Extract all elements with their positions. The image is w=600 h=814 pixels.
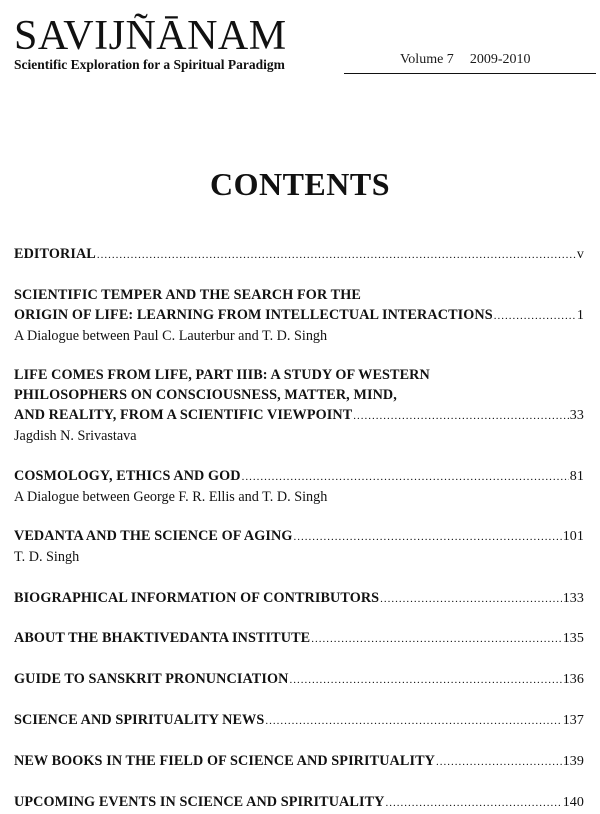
toc-entry-title-line bbox=[14, 669, 584, 690]
toc-entry-title: EDITORIAL bbox=[14, 246, 96, 262]
volume-number: Volume 7 bbox=[400, 52, 454, 67]
toc-entry-page: 137 bbox=[562, 713, 584, 728]
toc-entry-page: 81 bbox=[569, 469, 584, 484]
toc-entry-title-line: LIFE COMES FROM LIFE, PART IIIB: A STUDY OF WESTERN bbox=[14, 367, 430, 383]
toc-entry-news[interactable] bbox=[14, 710, 584, 731]
toc-entry-title-line bbox=[14, 244, 584, 265]
toc-entry-title-line bbox=[14, 628, 584, 649]
toc-entry-title: ORIGIN OF LIFE: LEARNING FROM INTELLECTUAL INTERACTIONS bbox=[14, 307, 493, 323]
toc-entry-title: UPCOMING EVENTS IN SCIENCE AND SPIRITUALITY bbox=[14, 794, 385, 810]
dot-leader bbox=[265, 711, 561, 731]
toc-entry-title-line bbox=[14, 466, 584, 487]
toc-entry-page: 140 bbox=[562, 795, 584, 810]
toc-entry-title: BIOGRAPHICAL INFORMATION OF CONTRIBUTORS bbox=[14, 590, 380, 606]
toc-entry-title: SCIENCE AND SPIRITUALITY NEWS bbox=[14, 712, 265, 728]
toc-entry-sanskrit[interactable] bbox=[14, 669, 584, 690]
toc-entry-title-line: SCIENTIFIC TEMPER AND THE SEARCH FOR THE bbox=[14, 287, 361, 303]
toc-entry-title: NEW BOOKS IN THE FIELD OF SCIENCE AND SPIRITUALITY bbox=[14, 753, 436, 769]
dot-leader bbox=[380, 589, 562, 609]
toc-entry-biographical[interactable] bbox=[14, 588, 584, 609]
toc-entry-title-line bbox=[14, 305, 584, 326]
toc-entry-title: ABOUT THE BHAKTIVEDANTA INSTITUTE bbox=[14, 630, 311, 646]
toc-entry-author: T. D. Singh bbox=[14, 549, 80, 565]
dot-leader bbox=[385, 793, 561, 813]
toc-entry-author: A Dialogue between George F. R. Ellis and T. D. Singh bbox=[14, 489, 328, 505]
dot-leader bbox=[436, 752, 562, 772]
dot-leader bbox=[242, 467, 569, 487]
toc-entry-page: 101 bbox=[562, 529, 584, 544]
toc-entry-title-line bbox=[14, 405, 584, 426]
contents-heading: CONTENTS bbox=[209, 166, 391, 202]
dot-leader bbox=[289, 670, 561, 690]
toc-entry-title-line: PHILOSOPHERS ON CONSCIOUSNESS, MATTER, MIND, bbox=[14, 387, 397, 403]
toc-entry-page: 133 bbox=[562, 591, 584, 606]
toc-entry-author: Jagdish N. Srivastava bbox=[14, 428, 137, 444]
dot-leader bbox=[353, 406, 569, 426]
journal-subtitle: Scientific Exploration for a Spiritual Paradigm bbox=[14, 57, 285, 72]
toc-entry-title: AND REALITY, FROM A SCIENTIFIC VIEWPOINT bbox=[14, 407, 353, 423]
dot-leader bbox=[293, 527, 561, 547]
toc-entry-title-line bbox=[14, 751, 584, 772]
toc-entry-title: VEDANTA AND THE SCIENCE OF AGING bbox=[14, 528, 293, 544]
toc-entry-editorial[interactable] bbox=[14, 244, 584, 265]
volume-years: 2009-2010 bbox=[469, 52, 531, 67]
toc-entry-vedanta[interactable] bbox=[14, 526, 584, 567]
toc-entry-title-line bbox=[14, 710, 584, 731]
toc-entry-page: v bbox=[576, 247, 584, 262]
toc-entry-scientific-temper[interactable] bbox=[14, 285, 584, 346]
toc-entry-title: GUIDE TO SANSKRIT PRONUNCIATION bbox=[14, 671, 289, 687]
toc-entry-page: 1 bbox=[576, 308, 584, 323]
toc-entry-new-books[interactable] bbox=[14, 751, 584, 772]
toc-entry-title-line bbox=[14, 792, 584, 813]
toc-entry-cosmology[interactable] bbox=[14, 466, 584, 507]
toc-entry-life-comes-from-life[interactable] bbox=[14, 365, 584, 446]
toc-entry-author: A Dialogue between Paul C. Lauterbur and T. D. Singh bbox=[14, 328, 328, 344]
toc-entry-bhaktivedanta[interactable] bbox=[14, 628, 584, 649]
journal-title: SAVIJÑĀNAM bbox=[14, 13, 287, 59]
toc-entry-page: 135 bbox=[562, 631, 584, 646]
toc-entry-title-line bbox=[14, 588, 584, 609]
toc-entry-upcoming-events[interactable] bbox=[14, 792, 584, 813]
volume-line bbox=[344, 52, 596, 74]
dot-leader bbox=[97, 245, 576, 265]
toc-entry-page: 33 bbox=[569, 408, 584, 423]
toc-entry-page: 136 bbox=[562, 672, 584, 687]
toc-entry-title: COSMOLOGY, ETHICS AND GOD bbox=[14, 468, 241, 484]
toc-entry-page: 139 bbox=[562, 754, 584, 769]
toc-entry-title-line bbox=[14, 526, 584, 547]
dot-leader bbox=[311, 629, 561, 649]
dot-leader bbox=[494, 306, 576, 326]
masthead bbox=[14, 14, 287, 73]
